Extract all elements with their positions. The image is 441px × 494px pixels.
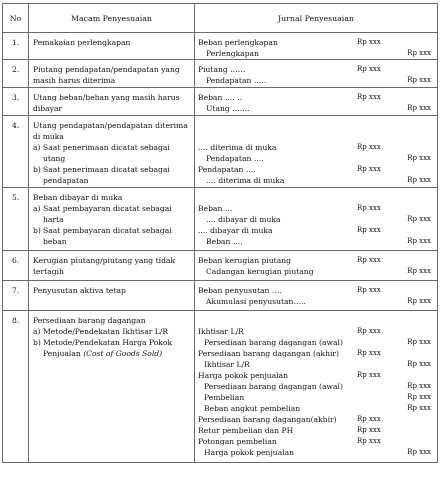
adjustment-type-cell	[29, 33, 195, 60]
journal-account: .... dibayar di muka	[206, 215, 281, 224]
journal-line	[198, 255, 433, 266]
table-row	[3, 311, 438, 463]
journal-cell	[195, 188, 438, 251]
journal-line	[198, 436, 433, 447]
journal-line	[198, 192, 433, 203]
journal-account: Beban ….	[206, 237, 243, 246]
journal-line	[198, 48, 433, 59]
subitem-label: a)	[33, 327, 41, 336]
debit-amount: Rp xxx	[357, 256, 381, 264]
debit-amount	[357, 48, 397, 59]
credit-amount	[397, 285, 433, 296]
credit-amount	[397, 348, 433, 359]
credit-amount	[397, 255, 433, 266]
journal-line	[198, 214, 433, 225]
journal-line	[198, 425, 433, 436]
journal-line	[198, 266, 433, 277]
journal-account: Pendapatan ….	[206, 154, 264, 163]
journal-line	[198, 164, 433, 175]
journal-account: Harga pokok penjualan	[198, 371, 289, 380]
journal-account: Cadangan kerugian piutang	[206, 267, 314, 276]
credit-amount: Rp xxx	[407, 404, 431, 412]
credit-amount: Rp xxx	[407, 338, 431, 346]
credit-amount	[397, 64, 433, 75]
journal-cell	[195, 311, 438, 463]
journal-line	[198, 447, 433, 458]
adjustment-title: Utang beban/beban yang masih harus dibayar	[33, 93, 180, 113]
journal-account: Persediaan barang dagangan(akhir)	[198, 415, 337, 424]
adjustment-subitem	[33, 326, 190, 337]
journal-line	[198, 103, 433, 114]
journal-line	[198, 64, 433, 75]
adjustment-title: Utang pendapatan/pendapatan diterima di muka	[33, 121, 188, 141]
adjustment-subitem	[33, 142, 190, 164]
adjustment-title: Beban dibayar di muka	[33, 193, 123, 202]
row-number: 5.	[3, 188, 29, 251]
subitem-text-wrap	[43, 326, 190, 337]
adjustment-subitem	[33, 164, 190, 186]
debit-amount: Rp xxx	[357, 65, 381, 73]
journal-account: .... dibayar di muka	[198, 226, 273, 235]
adjustment-type-cell	[29, 251, 195, 281]
adjustment-type-cell	[29, 311, 195, 463]
journal-line	[198, 225, 433, 236]
debit-amount	[357, 192, 397, 203]
debit-amount	[357, 296, 397, 307]
journal-account: Utang …….	[206, 104, 250, 113]
credit-amount	[397, 326, 433, 337]
credit-amount: Rp xxx	[407, 76, 431, 84]
credit-amount	[397, 131, 433, 142]
journal-line	[198, 92, 433, 103]
journal-cell	[195, 60, 438, 88]
journal-line	[198, 315, 433, 326]
adjustment-title: Kerugian piutang/piutang yang tidak tertagih	[33, 256, 176, 276]
credit-amount	[397, 37, 433, 48]
credit-amount: Rp xxx	[407, 49, 431, 57]
journal-account	[198, 315, 357, 326]
subitem-text: Metode/Pendekatan Ikhtisar L/R	[43, 327, 169, 336]
journal-account: Beban penyusutan ….	[198, 286, 282, 295]
table-row	[3, 188, 438, 251]
header-row	[3, 4, 438, 33]
credit-amount: Rp xxx	[407, 360, 431, 368]
credit-amount	[397, 142, 433, 153]
debit-amount	[357, 337, 397, 348]
journal-account: …. diterima di muka	[198, 143, 277, 152]
journal-line	[198, 392, 433, 403]
adjustment-title: Pemakaian perlengkapan	[33, 38, 131, 47]
subitem-text: Metode/Pendekatan Harga Pokok Penjualan	[43, 338, 173, 358]
debit-amount	[357, 131, 397, 142]
row-number: 2.	[3, 60, 29, 88]
header-adjustment-type: Macam Penyesuaian	[29, 4, 195, 33]
subitem-italic-note: (Cost of Goods Sold)	[83, 349, 163, 358]
row-number: 3.	[3, 88, 29, 116]
credit-amount: Rp xxx	[407, 237, 431, 245]
journal-line	[198, 359, 433, 370]
journal-account: Persediaan barang dagangan (awal)	[204, 338, 343, 347]
journal-line	[198, 414, 433, 425]
debit-amount: Rp xxx	[357, 286, 381, 294]
table-row	[3, 33, 438, 60]
adjustment-title: Piutang pendapatan/pendapatan yang masih harus diterima	[33, 65, 180, 85]
journal-account: Beban perlengkapan	[198, 38, 278, 47]
debit-amount	[357, 359, 397, 370]
credit-amount	[397, 203, 433, 214]
adjustment-subitem	[33, 337, 190, 359]
journal-line	[198, 403, 433, 414]
journal-account: Persediaan barang dagangan (akhir)	[198, 349, 340, 358]
debit-amount	[357, 381, 397, 392]
credit-amount: Rp xxx	[407, 382, 431, 390]
row-number: 1.	[3, 33, 29, 60]
debit-amount: Rp xxx	[357, 143, 381, 151]
debit-amount: Rp xxx	[357, 426, 381, 434]
debit-amount: Rp xxx	[357, 327, 381, 335]
subitem-label: a)	[33, 204, 41, 213]
subitem-label: a)	[33, 143, 41, 152]
credit-amount	[397, 414, 433, 425]
journal-cell	[195, 281, 438, 311]
debit-amount	[357, 214, 397, 225]
debit-amount: Rp xxx	[357, 371, 381, 379]
journal-account: Beban kerugian piutang	[198, 256, 292, 265]
journal-cell	[195, 33, 438, 60]
adjustment-type-cell	[29, 188, 195, 251]
journal-account: Retur pembelian dan PH	[198, 426, 294, 435]
debit-amount	[357, 236, 397, 247]
debit-amount	[357, 447, 397, 458]
journal-account	[198, 131, 357, 142]
row-number: 8.	[3, 311, 29, 463]
subitem-text-wrap	[43, 337, 190, 359]
table-row	[3, 281, 438, 311]
subitem-text: Saat pembayaran dicatat sebagai harta	[43, 204, 172, 224]
table-row	[3, 251, 438, 281]
debit-amount	[357, 315, 397, 326]
credit-amount: Rp xxx	[407, 215, 431, 223]
journal-account: Harga pokok penjualan	[204, 448, 295, 457]
debit-amount: Rp xxx	[357, 38, 381, 46]
journal-line	[198, 153, 433, 164]
debit-amount	[357, 266, 397, 277]
table-row	[3, 116, 438, 188]
journal-account: Perlengkapan	[206, 49, 259, 58]
journal-line	[198, 142, 433, 153]
journal-account: Beban angkut pembelian	[204, 404, 301, 413]
debit-amount	[357, 153, 397, 164]
journal-account: Beban …. ..	[198, 93, 243, 102]
journal-line	[198, 381, 433, 392]
journal-account: Pendapatan …..	[206, 76, 267, 85]
table-row	[3, 88, 438, 116]
row-number: 4.	[3, 116, 29, 188]
debit-amount: Rp xxx	[357, 415, 381, 423]
subitem-text-wrap	[43, 225, 190, 247]
journal-account: …. diterima di muka	[206, 176, 285, 185]
journal-cell	[195, 251, 438, 281]
journal-line	[198, 75, 433, 86]
table-row	[3, 60, 438, 88]
row-number: 6.	[3, 251, 29, 281]
credit-amount	[397, 315, 433, 326]
debit-amount	[357, 75, 397, 86]
journal-account: Pendapatan ….	[198, 165, 256, 174]
journal-line	[198, 337, 433, 348]
adjustment-type-cell	[29, 60, 195, 88]
subitem-text: Saat pembayaran dicatat sebagai beban	[43, 226, 172, 246]
subitem-text-wrap	[43, 164, 190, 186]
journal-account: Pembelian	[204, 393, 245, 402]
credit-amount	[397, 92, 433, 103]
debit-amount: Rp xxx	[357, 93, 381, 101]
journal-line	[198, 131, 433, 142]
journal-line	[198, 236, 433, 247]
debit-amount: Rp xxx	[357, 226, 381, 234]
credit-amount	[397, 436, 433, 447]
debit-amount: Rp xxx	[357, 165, 381, 173]
row-number: 7.	[3, 281, 29, 311]
subitem-text: Saat penerimaan dicatat sebagai pendapatan	[43, 165, 170, 185]
journal-account: Persediaan barang dagangan (awal)	[204, 382, 343, 391]
journal-account	[198, 120, 357, 131]
adjustment-subitem	[33, 225, 190, 247]
credit-amount	[397, 425, 433, 436]
journal-line	[198, 296, 433, 307]
journal-account: Piutang ……	[198, 65, 246, 74]
credit-amount	[397, 192, 433, 203]
journal-account: Potongan pembelian	[198, 437, 277, 446]
journal-account: Ikhtisar L/R	[204, 360, 250, 369]
header-no: No	[3, 4, 29, 33]
journal-account	[198, 192, 357, 203]
subitem-text-wrap	[43, 203, 190, 225]
credit-amount: Rp xxx	[407, 448, 431, 456]
subitem-label: b)	[33, 226, 41, 235]
credit-amount: Rp xxx	[407, 176, 431, 184]
adjustment-type-cell	[29, 88, 195, 116]
journal-line	[198, 175, 433, 186]
credit-amount	[397, 225, 433, 236]
credit-amount: Rp xxx	[407, 104, 431, 112]
credit-amount: Rp xxx	[407, 297, 431, 305]
journal-line	[198, 326, 433, 337]
journal-line	[198, 348, 433, 359]
credit-amount	[397, 370, 433, 381]
debit-amount	[357, 392, 397, 403]
adjustment-type-cell	[29, 281, 195, 311]
credit-amount	[397, 120, 433, 131]
debit-amount: Rp xxx	[357, 437, 381, 445]
journal-line	[198, 285, 433, 296]
credit-amount	[397, 164, 433, 175]
debit-amount: Rp xxx	[357, 204, 381, 212]
journal-cell	[195, 116, 438, 188]
subitem-label: b)	[33, 338, 41, 347]
journal-line	[198, 120, 433, 131]
journal-line	[198, 370, 433, 381]
adjustment-title: Penyusutan aktiva tetap	[33, 286, 126, 295]
subitem-text: Saat penerimaan dicatat sebagai utang	[43, 143, 170, 163]
journal-account: Akumulasi penyusutan…..	[206, 297, 306, 306]
subitem-text-wrap	[43, 142, 190, 164]
debit-amount	[357, 175, 397, 186]
adjustment-title: Persediaan barang dagangan	[33, 316, 146, 325]
debit-amount	[357, 120, 397, 131]
journal-line	[198, 203, 433, 214]
debit-amount	[357, 403, 397, 414]
credit-amount: Rp xxx	[407, 154, 431, 162]
adjustment-type-cell	[29, 116, 195, 188]
debit-amount	[357, 103, 397, 114]
header-adjusting-journal: Jurnal Penyesuaian	[195, 4, 438, 33]
journal-account: Beban …	[198, 204, 233, 213]
subitem-label: b)	[33, 165, 41, 174]
credit-amount: Rp xxx	[407, 267, 431, 275]
journal-line	[198, 37, 433, 48]
journal-account: Ikhtisar L/R	[198, 327, 244, 336]
adjustment-subitem	[33, 203, 190, 225]
journal-cell	[195, 88, 438, 116]
debit-amount: Rp xxx	[357, 349, 381, 357]
credit-amount: Rp xxx	[407, 393, 431, 401]
adjustment-journal-table	[2, 3, 438, 463]
